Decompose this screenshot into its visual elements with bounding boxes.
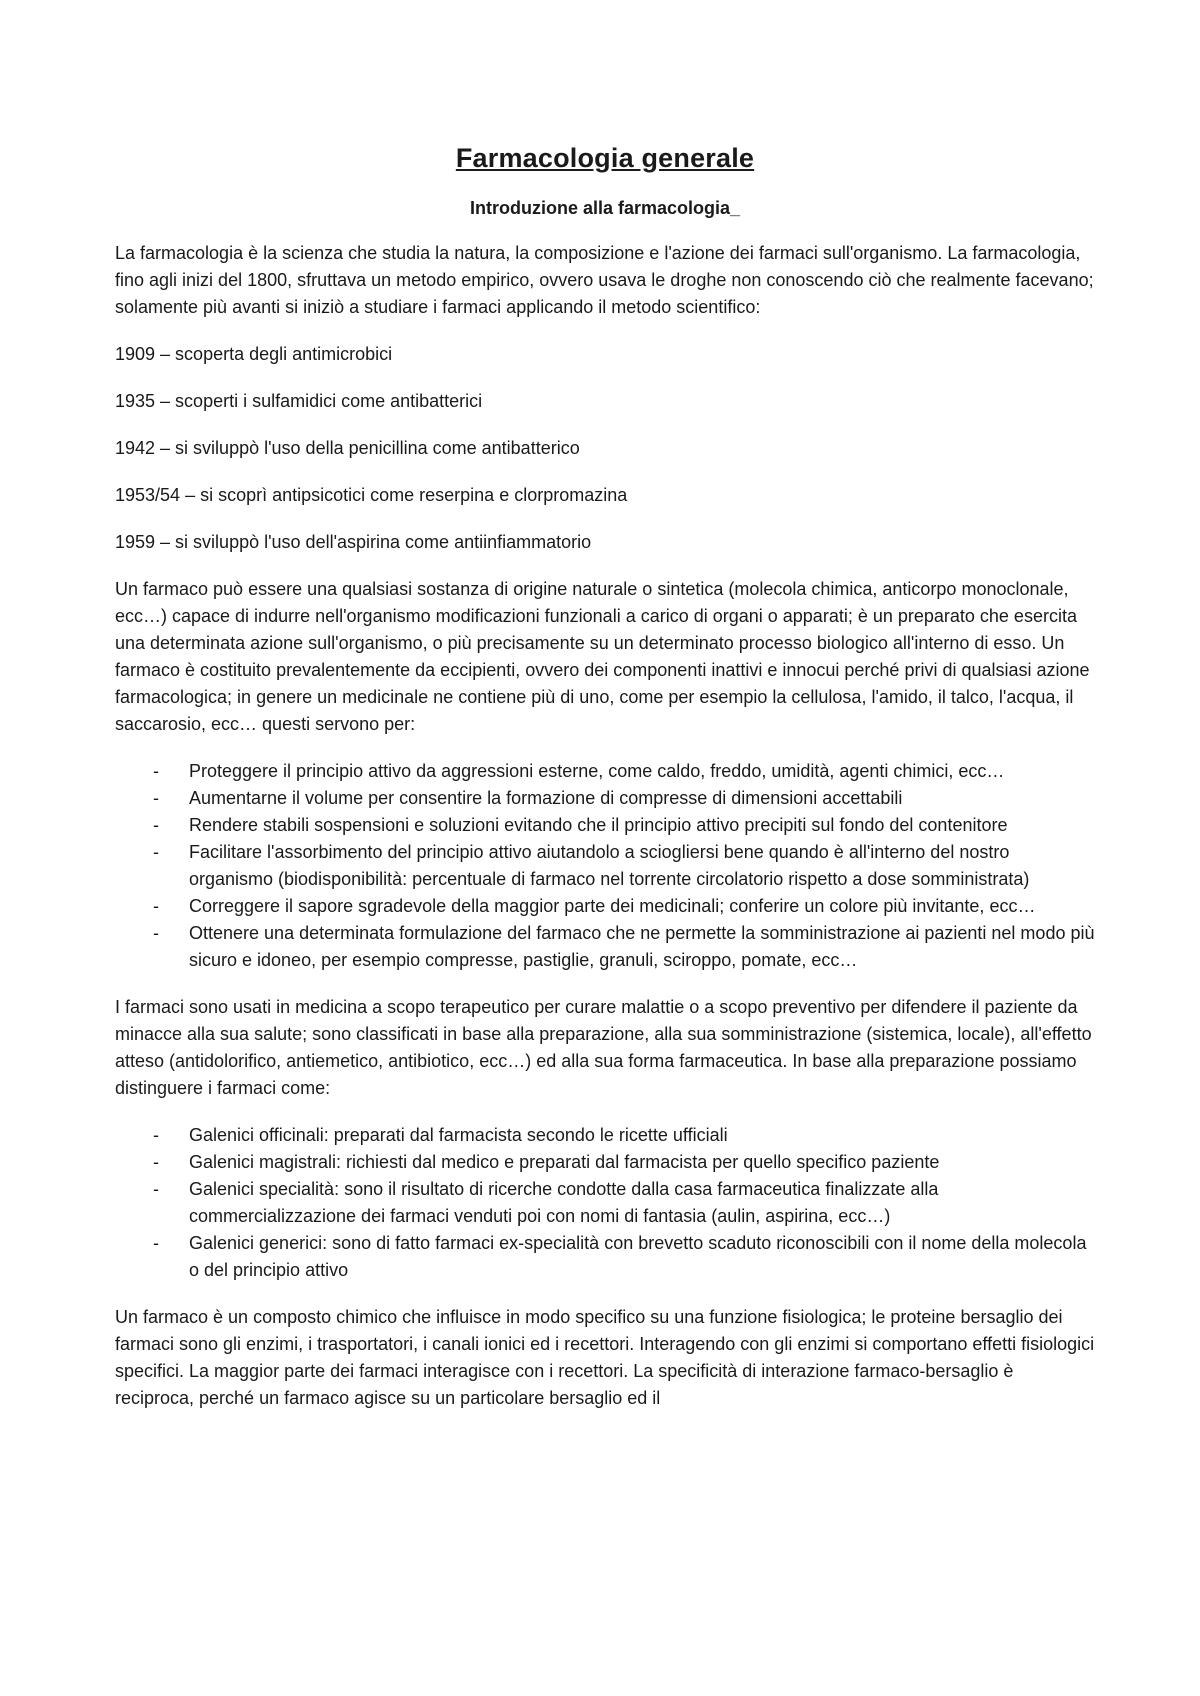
dash-bullet: -: [153, 896, 159, 916]
dash-bullet: -: [153, 788, 159, 808]
dash-bullet: -: [153, 923, 159, 943]
timeline-item: 1935 – scoperti i sulfamidici come antibatterici: [115, 391, 483, 411]
dash-bullet: -: [153, 1233, 159, 1253]
timeline-item: 1953/54 – si scoprì antipsicotici come reserpina e clorpromazina: [115, 485, 628, 505]
timeline-list: [115, 341, 1095, 556]
list-item-text: Correggere il sapore sgradevole della maggior parte dei medicinali; conferire un colore più invitante, ecc…: [189, 896, 1036, 916]
dash-bullet: -: [153, 761, 159, 781]
list-item: [115, 1230, 1095, 1284]
timeline-item: 1942 – si sviluppò l'uso della penicillina come antibatterico: [115, 438, 580, 458]
dash-bullet: -: [153, 1125, 159, 1145]
list-item-text: Aumentarne il volume per consentire la formazione di compresse di dimensioni accettabili: [189, 788, 903, 808]
dash-bullet: -: [153, 1152, 159, 1172]
list-item: [115, 1122, 1095, 1149]
dash-bullet: -: [153, 1179, 159, 1199]
page-title: Farmacologia generale: [455, 143, 755, 173]
section-subtitle: Introduzione alla farmacologia_: [469, 198, 741, 218]
document-page: [115, 140, 1095, 1432]
timeline-item: 1909 – scoperta degli antimicrobici: [115, 344, 393, 364]
list-item-text: Rendere stabili sospensioni e soluzioni evitando che il principio attivo precipiti sul fondo del contenitore: [189, 815, 1008, 835]
composto-chimico-paragraph: Un farmaco è un composto chimico che influisce in modo specifico su una funzione fisiologica; le proteine bersaglio dei farmaci sono gli enzimi, i trasportatori, i canali ionici ed i recettori. Interagendo con gli enzimi si comportano effetti fisiologici specifici. La maggior parte dei farmaci interagisce con i recettori. La specificità di interazione farmaco-bersaglio è reciproca, perché un farmaco agisce su un particolare bersaglio ed il: [115, 1307, 1095, 1408]
list-item-text: Galenici generici: sono di fatto farmaci ex-specialità con brevetto scaduto riconoscibili con il nome della molecola o del principio attivo: [189, 1233, 1087, 1280]
list-item: [115, 758, 1095, 785]
list-item: [115, 920, 1095, 974]
timeline-item: 1959 – si sviluppò l'uso dell'aspirina come antiinfiammatorio: [115, 532, 592, 552]
list-item: [115, 812, 1095, 839]
list-item: [115, 1149, 1095, 1176]
dash-bullet: -: [153, 842, 159, 862]
eccipienti-list: [115, 758, 1095, 974]
list-item-text: Galenici specialità: sono il risultato di ricerche condotte dalla casa farmaceutica finalizzate alla commercializzazione dei farmaci venduti poi con nomi di fantasia (aulin, aspirina, ecc…): [189, 1179, 939, 1226]
list-item-text: Galenici magistrali: richiesti dal medico e preparati dal farmacista per quello specifico paziente: [189, 1152, 940, 1172]
list-item: [115, 893, 1095, 920]
intro-paragraph: La farmacologia è la scienza che studia la natura, la composizione e l'azione dei farmaci sull'organismo. La farmacologia, fino agli inizi del 1800, sfruttava un metodo empirico, ovvero usava le droghe non conoscendo ciò che realmente facevano; solamente più avanti si iniziò a studiare i farmaci applicando il metodo scientifico:: [115, 243, 1094, 317]
list-item-text: Facilitare l'assorbimento del principio attivo aiutandolo a sciogliersi bene quando è all'interno del nostro organismo (biodisponibilità: percentuale di farmaco nel torrente circolatorio rispetto a dose somministrata): [189, 842, 1030, 889]
list-item: [115, 1176, 1095, 1230]
list-item: [115, 785, 1095, 812]
list-item-text: Proteggere il principio attivo da aggressioni esterne, come caldo, freddo, umidità, agenti chimici, ecc…: [189, 761, 1005, 781]
list-item-text: Galenici officinali: preparati dal farmacista secondo le ricette ufficiali: [189, 1125, 728, 1145]
uso-farmaci-paragraph: I farmaci sono usati in medicina a scopo terapeutico per curare malattie o a scopo preventivo per difendere il paziente da minacce alla sua salute; sono classificati in base alla preparazione, alla sua somministrazione (sistemica, locale), all'effetto atteso (antidolorifico, antiemetico, antibiotico, ecc…) ed alla sua forma farmaceutica. In base alla preparazione possiamo distinguere i farmaci come:: [115, 997, 1092, 1098]
galenici-list: [115, 1122, 1095, 1284]
farmaco-definition-paragraph: Un farmaco può essere una qualsiasi sostanza di origine naturale o sintetica (molecola chimica, anticorpo monoclonale, ecc…) capace di indurre nell'organismo modificazioni funzionali a carico di organi o apparati; è un preparato che esercita una determinata azione sull'organismo, o più precisamente su un determinato processo biologico all'interno di esso. Un farmaco è costituito prevalentemente da eccipienti, ovvero dei componenti inattivi e innocui perché privi di qualsiasi azione farmacologica; in genere un medicinale ne contiene più di uno, come per esempio la cellulosa, l'amido, il talco, l'acqua, il saccarosio, ecc… questi servono per:: [115, 579, 1090, 734]
dash-bullet: -: [153, 815, 159, 835]
list-item-text: Ottenere una determinata formulazione del farmaco che ne permette la somministrazione ai pazienti nel modo più sicuro e idoneo, per esempio compresse, pastiglie, granuli, sciroppo, pomate, ecc…: [189, 923, 1095, 970]
list-item: [115, 839, 1095, 893]
